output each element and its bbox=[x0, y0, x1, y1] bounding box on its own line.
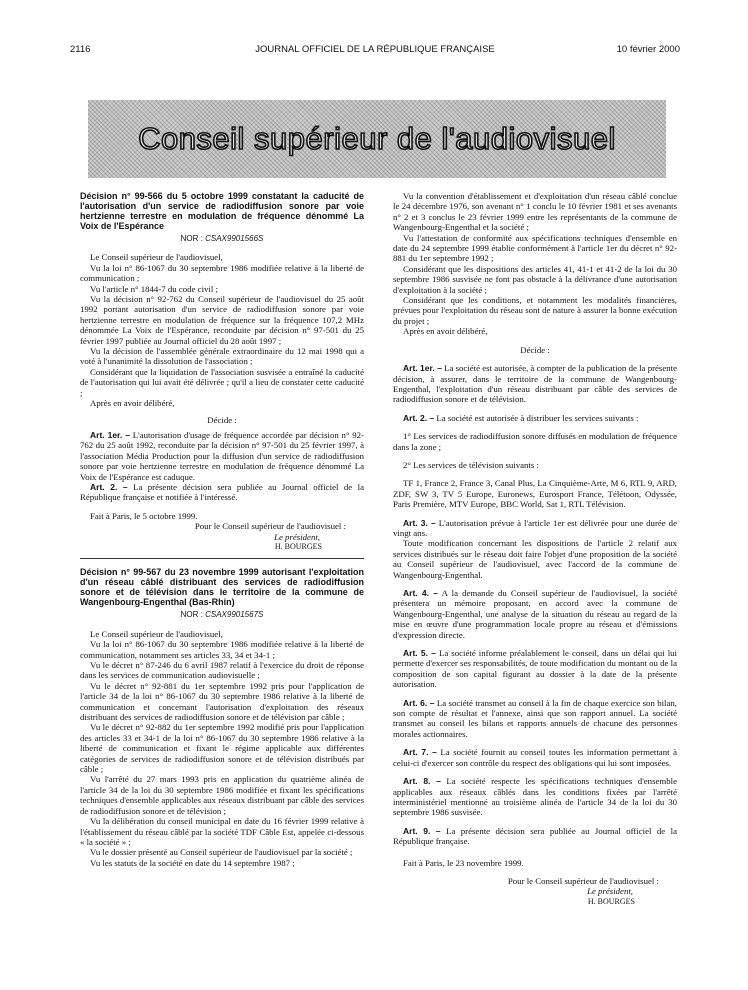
paragraph: Vu les statuts de la société en date du 14 septembre 1987 ; bbox=[90, 857, 295, 868]
separator bbox=[80, 558, 364, 559]
article-2: Art. 2. – La présente décision sera publiée au Journal officiel de la République française et notifiée à l'intéressé. bbox=[80, 481, 364, 503]
decision-2-title: Décision n° 99-567 du 23 novembre 1999 autorisant l'exploitation d'un réseau câblé distribuant des services de radiodiffusion sonore et de télévision dans le territoire de la commune de Wangenbourg-Engenthal (Bas-Rhin) bbox=[80, 567, 364, 608]
paragraph: Après en avoir délibéré, bbox=[403, 326, 488, 337]
paragraph: Vu l'article n° 1844-7 du code civil ; bbox=[90, 283, 218, 294]
article-7: Art. 7. – La société fournit au conseil toutes les information permettant à celui-ci d'exercer son contrôle du respect des obligations qui lui sont imposées. bbox=[393, 747, 677, 768]
article-4: Art. 4. – A la demande du Conseil supérieur de l'audiovisuel, la société présentera un mémoire proposant, en accord avec la commune de Wangenbourg-Engenthal, une analyse de la situation du réseau au regard de la mise en œuvre d'une programmation locale propre au réseau et d'émissions d'expression directe. bbox=[393, 588, 677, 640]
signature-name: H. BOURGES bbox=[274, 541, 322, 551]
section-banner bbox=[88, 100, 666, 178]
signature-line: Pour le Conseil supérieur de l'audiovisuel : bbox=[194, 521, 346, 532]
journal-title: JOURNAL OFFICIEL DE LA RÉPUBLIQUE FRANÇAISE bbox=[255, 44, 495, 55]
paragraph: Vu la décision de l'assemblée générale extraordinaire du 12 mai 1998 qui a voté à l'unanimité la dissolution de l'association ; bbox=[80, 346, 364, 367]
signature-line: Pour le Conseil supérieur de l'audiovisuel : bbox=[507, 875, 659, 886]
paragraph: Considérant que la liquidation de l'association susvisée a entraîné la caducité de l'autorisation qui lui avait été délivrée ; qu'il a lieu de constater cette caducité ; bbox=[80, 366, 364, 398]
article-2-item-1: 1° Les services de radiodiffusion sonore diffusés en modulation de fréquence dans la zone ; bbox=[393, 431, 677, 452]
signature-role: Le président, bbox=[274, 531, 320, 542]
paragraph: Considérant que les dispositions des articles 41, 41-1 et 41-2 de la loi du 30 septembre 1986 susvisée ne font pas obstacle à la délivrance d'une autorisation d'exploitation à la société ; bbox=[393, 263, 677, 295]
paragraph: Après en avoir délibéré, bbox=[90, 398, 175, 409]
paragraph: Vu la décision n° 92-762 du Conseil supérieur de l'audiovisuel du 25 août 1992 portant autorisation d'un service de radiodiffusion sonore par voie hertzienne terrestre en modulation de fréquence sur la fréquence 107,2 MHz dénommée La Voix de l'Espérance, reconduite par décision n° 97-501 du 25 février 1997 publiée au Journal officiel du 28 août 1997 ; bbox=[80, 294, 364, 346]
article-3: Art. 3. – L'autorisation prévue à l'article 1er est délivrée pour une durée de vingt ans. bbox=[393, 517, 677, 538]
paragraph: Vu l'attestation de conformité aux spécifications techniques d'ensemble en date du 24 septembre 1999 établie conformément à l'article 1er du décret n° 92-881 du 1er septembre 1992 ; bbox=[393, 232, 677, 264]
right-column bbox=[393, 191, 677, 907]
article-5: Art. 5. – La société informe préalablement le conseil, dans un délai qui lui permette d'exercer ses responsabilités, de toute modification du montant ou de la composition de son capital figurant au dossier à la date de la présente autorisation. bbox=[393, 648, 677, 690]
paragraph: Toute modification concernant les dispositions de l'article 2 relatif aux services distribués sur le réseau doit faire l'objet d'une proposition de la société au Conseil supérieur de l'audiovisuel, avec l'accord de la commune de Wangenbourg-Engenthal. bbox=[393, 538, 677, 580]
paragraph: Vu l'arrêté du 27 mars 1993 pris en application du quatrième alinéa de l'article 34 de la loi du 30 septembre 1986 modifiée et fixant les spécifications techniques d'ensemble applicables aux réseaux distribuant par câble des services de radiodiffusion sonore et de télévision ; bbox=[80, 774, 364, 816]
paragraph: Vu la loi n° 86-1067 du 30 septembre 1986 modifiée relative à la liberté de communication, notamment ses articles 33, 34 et 34-1 ; bbox=[80, 639, 364, 660]
tv-channel-list: TF 1, France 2, France 3, Canal Plus, La Cinquième-Arte, M 6, RTL 9, ARD, ZDF, SW 3, TV 5 Europe, Euronews, Eurosport France, Télétoon, Odyssée, Paris Première, MTV Europe, BBC World, Sat 1, RTL Télévision. bbox=[393, 478, 677, 510]
issue-date: 10 février 2000 bbox=[616, 44, 680, 55]
fait-a-paris: Fait à Paris, le 23 novembre 1999. bbox=[403, 857, 524, 868]
left-column bbox=[80, 191, 364, 868]
signature-role: Le président, bbox=[587, 886, 633, 897]
banner-title: Conseil supérieur de l'audiovisuel bbox=[138, 121, 616, 156]
decision-1-title: Décision n° 99-566 du 5 octobre 1999 constatant la caducité de l'autorisation d'un service de radiodiffusion sonore par voie hertzienne terrestre en modulation de fréquence dénommé La Voix de l'Espérance bbox=[80, 191, 364, 231]
page-number: 2116 bbox=[70, 44, 91, 55]
article-1: Art. 1er. – La société est autorisée, à compter de la publication de la présente décision, à assurer, dans le territoire de la commune de Wangenbourg-Engenthal, l'exploitation d'un réseau distribuant par câble des services de radiodiffusion sonore et de télévision. bbox=[393, 363, 677, 405]
article-6: Art. 6. – La société transmet au conseil à la fin de chaque exercice son bilan, son compte de résultat et l'annexe, ainsi que son rapport annuel. La société transmet au conseil les bilans et rapports annuels de chacune des personnes morales actionnaires. bbox=[393, 697, 677, 739]
paragraph: Vu la loi n° 86-1067 du 30 septembre 1986 modifiée relative à la liberté de communication ; bbox=[80, 262, 364, 284]
paragraph: Considérant que les conditions, et notamment les modalités financières, prévues pour l'exploitation du réseau sont de nature à assurer la bonne exécution du projet ; bbox=[393, 295, 677, 326]
paragraph: Vu la convention d'établissement et d'exploitation d'un réseau câblé conclue le 24 décembre 1976, son avenant n° 1 conclu le 10 février 1981 et ses avenants n° 2 et 3 conclus le 23 février 1999 entre les représentants de la commune de Wangenbourg-Engenthal et la société ; bbox=[393, 191, 677, 233]
decide-heading: Décide : bbox=[520, 344, 550, 355]
article-2-item-2: 2° Les services de télévision suivants : bbox=[403, 459, 539, 470]
article-1: Art. 1er. – L'autorisation d'usage de fréquence accordée par décision n° 92-762 du 25 août 1992, reconduite par la décision n° 97-501 du 25 février 1997, à l'association Média Production pour la diffusion d'un service de radiodiffusion sonore par voie hertzienne terrestre en modulation de fréquence dénommé La Voix de l'Espérance est caduque. bbox=[80, 429, 364, 482]
article-2: Art. 2. – La société est autorisée à distribuer les services suivants : bbox=[403, 412, 639, 423]
decision-1-nor: NOR : CSAX9901566S bbox=[180, 234, 264, 243]
paragraph: Vu le dossier présenté au Conseil supérieur de l'audiovisuel par la société ; bbox=[90, 847, 353, 858]
paragraph: Vu le décret n° 87-246 du 6 avril 1987 relatif à l'exercice du droit de réponse dans les services de communication audiovisuelle ; bbox=[80, 660, 364, 681]
article-9: Art. 9. – La présente décision sera publiée au Journal officiel de la République française. bbox=[393, 825, 677, 847]
decide-heading: Décide : bbox=[207, 414, 237, 425]
fait-a-paris: Fait à Paris, le 5 octobre 1999. bbox=[90, 510, 198, 521]
paragraph: Vu la délibération du conseil municipal en date du 16 février 1999 relative à l'établissement du réseau câblé par la société TDF Câble Est, appelée ci-dessous « la société » ; bbox=[80, 816, 364, 847]
signature-name: H. BOURGES bbox=[587, 896, 635, 906]
paragraph: Le Conseil supérieur de l'audiovisuel, bbox=[90, 252, 223, 263]
paragraph: Vu le décret n° 92-881 du 1er septembre 1992 pris pour l'application de l'article 34 de la loi n° 86-1067 du 30 septembre 1986 relative à la liberté de communication et concernant l'autorisation d'exploitation des réseaux distribuant des services de radiodiffusion sonore et de télévision par câble ; bbox=[80, 680, 364, 723]
decision-2-nor: NOR : CSAX9901567S bbox=[180, 610, 264, 620]
article-8: Art. 8. – La société respecte les spécifications techniques d'ensemble applicables aux réseaux câblés dans les conditions fixées par l'arrêté interministériel mentionné au troisième alinéa de l'article 34 de la loi du 30 septembre 1986 susvisée. bbox=[393, 776, 677, 818]
page-header bbox=[70, 44, 680, 58]
paragraph: Le Conseil supérieur de l'audiovisuel, bbox=[90, 628, 223, 639]
paragraph: Vu le décret n° 92-882 du 1er septembre 1992 modifié pris pour l'application des articles 33 et 34-1 de la loi n° 86-1067 du 30 septembre 1986 relative à la liberté de communication et fixant le régime applicable aux différentes catégories de services de radiodiffusion sonore et de télévision distribués par câble ; bbox=[80, 722, 364, 775]
